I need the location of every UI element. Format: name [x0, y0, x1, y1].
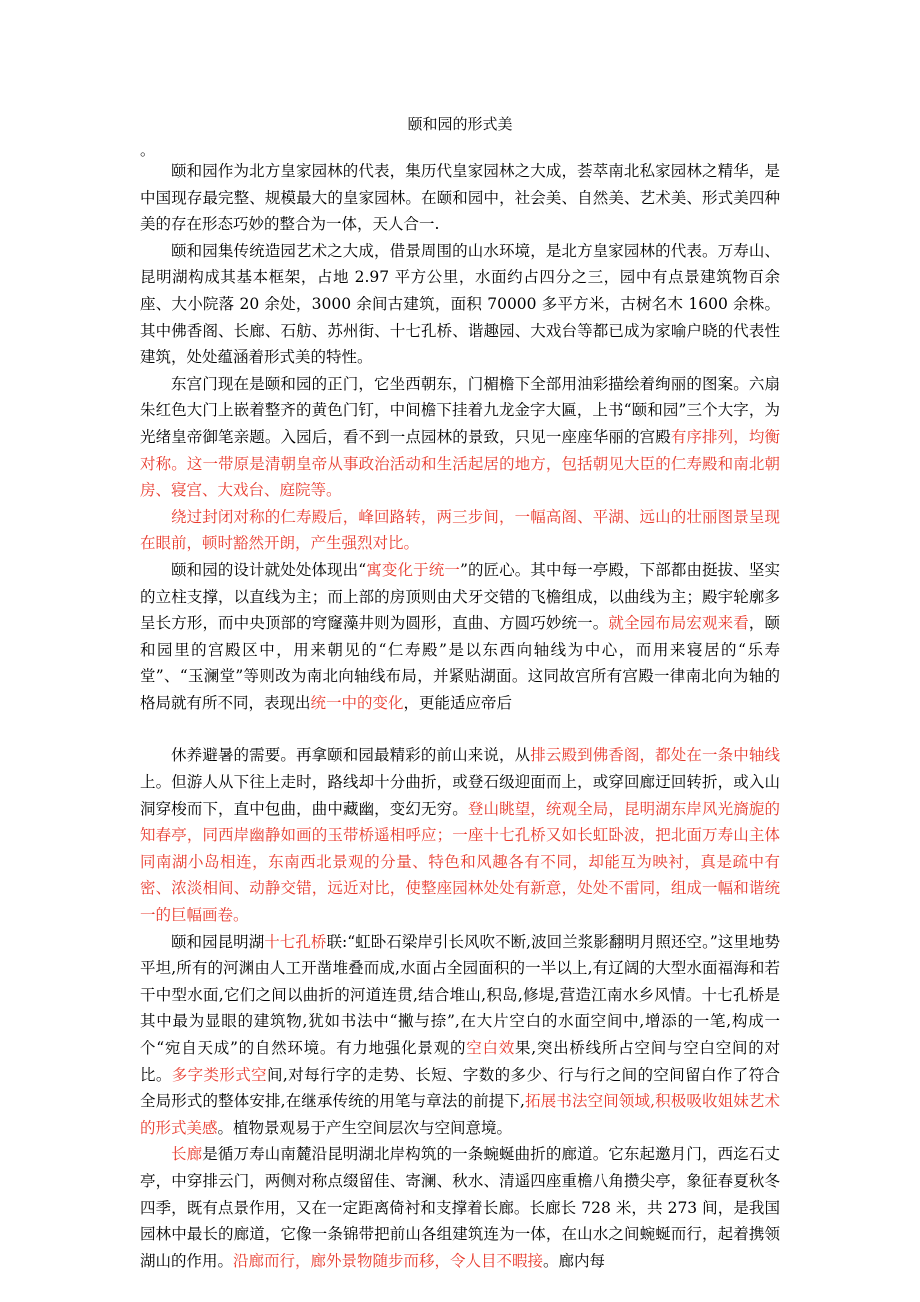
text-run: 。植物景观易于产生空间层次与空间意境。: [217, 1118, 513, 1137]
highlight-run: 排云殿到佛香阁，都处在一条中轴线: [530, 746, 780, 765]
text-run: 果,突出桥线所占空间与空白空间的对比。: [140, 1039, 780, 1084]
document-title: 颐和园的形式美: [407, 115, 513, 133]
stray-mark: 。: [140, 141, 156, 159]
text-run: 休养避暑的需要。再拿颐和园最精彩的前山来说，从: [171, 746, 531, 765]
highlight-run: 十七孔桥: [264, 932, 327, 951]
paragraph-contrast: 绕过封闭对称的仁寿殿后，峰回路转，两三步间，一幅高阁、平湖、远山的壮丽图景呈现在眼前，顿时豁然开朗，产生强烈对比。: [140, 507, 780, 553]
paragraph-long-corridor: [140, 1141, 780, 1274]
text-run: 。廊内每: [543, 1251, 606, 1270]
paragraph-front-hill: [140, 742, 780, 928]
highlight-run: 有序排列，均衡对称。这一带原是清朝皇帝从事政治活动和生活起居的地方，包括朝见大臣的仁寿殿和南北朝房、寝宫、大戏台、庭院等。: [140, 427, 780, 500]
highlight-run: 多字类形式空: [171, 1065, 268, 1084]
paragraph-intro: 颐和园作为北方皇家园林的代表，集历代皇家园林之大成，荟萃南北私家园林之精华，是中国现存最完整、规模最大的皇家园林。在颐和园中，社会美、自然美、艺术美、形式美四种美的存在形态巧妙的整合为一体，天人合一.: [140, 162, 780, 234]
paragraph-gap: [140, 716, 780, 742]
text-run: 颐和园的设计就处处体现出“: [171, 560, 367, 579]
highlight-run: 空白效: [466, 1039, 515, 1057]
paragraph-seventeen-arch-bridge: [140, 929, 780, 1142]
text-run: 间,对每行字的走势、长短、字数的多少、行与行之间的空间留白作了符合全局形式的整体安排,在继承传统的用笔与章法的前提下,: [140, 1065, 780, 1111]
highlight-run: 就全园布局宏观来看: [608, 614, 749, 633]
highlight-run: 寓变化于统一: [366, 560, 460, 579]
text-run: 颐和园昆明湖: [171, 932, 265, 951]
paragraph-design: [140, 557, 780, 717]
text-run: ”的匠心。其中每一亭殿，下部都由挺拔、坚实的立柱支撑，以直线为主；而上部的房顶则由犬牙交错的飞檐组成，以曲线为主；殿宇轮廓多呈长方形，而中央顶部的穹窿藻井则为圆形，直曲、方圆巧妙统一。: [140, 560, 780, 633]
text-run: ，更能适应帝后: [403, 693, 513, 712]
highlight-run: 登山眺望，统观全局，昆明湖东岸风光旖旎的知春亭，同西岸幽静如画的玉带桥遥相呼应；一座十七孔桥又如长虹卧波，把北面万寿山主体同南湖小岛相连，东南西北景观的分量、特色和风趣各有不同，却能互为映衬，真是疏中有密、浓淡相间、动静交错，远近对比，使整座园林处处有新意，处处不雷同，组成一幅和谐统一的巨幅画卷。: [140, 799, 780, 925]
text-run: 联:“虹卧石梁岸引长风吹不断,波回兰浆影翻明月照还空。”这里地势平坦,所有的河渊由人工开凿堆叠而成,水面占全园面积的一半以上,有辽阔的大型水面福海和若干中型水面,它们之间以曲折的河道连贯,结合堆山,积岛,修堤,营造江南水乡风情。十七孔桥是其中最为显眼的建筑物,犹如书法中“撇与捺”,在大片空白的水面空间中,增添的一笔,构成一个“宛自天成”的自然环境。有力地强化景观的: [140, 932, 780, 1057]
text-run: 上。但游人从下往上走时，路线却十分曲折，或登石级迎面而上，或穿回廊迂回转折，或入山洞穿梭而下，直中包曲，曲中藏幽，变幻无穷。: [140, 773, 780, 818]
highlight-run: 统一中的变化: [310, 693, 404, 712]
text-run: ，颐和园里的宫殿区中，用来朝见的“仁寿殿”是以东西向轴线为中心，而用来寝居的“乐寿堂”、“玉澜堂”等则改为南北向轴线布局，并紧贴湖面。这同故宫所有宫殿一律南北向为轴的格局就有所不同，表现出: [140, 614, 780, 712]
highlight-run: 拓展书法空间领域,积极吸收姐妹艺术的形式美感: [140, 1092, 780, 1137]
paragraph-east-gate: [140, 371, 780, 504]
highlight-run: 沿廊而行，廊外景物随步而移，令人目不暇接: [233, 1251, 544, 1270]
document-body: [140, 158, 780, 1274]
paragraph-overview: 颐和园集传统造园艺术之大成，借景周围的山水环境，是北方皇家园林的代表。万寿山、昆明湖构成其基本框架，占地 2.97 平方公里，水面约占四分之三，园中有点景建筑物百余座、大小院落 20 余处，3000 余间古建筑，面积 70000 多平方米，古树名木 1600 余株。其中佛香阁、长廊、石舫、苏州街、十七孔桥、谐趣园、大戏台等都已成为家喻户晓的代表性建筑，处处蕴涵着形式美的特性。: [140, 241, 780, 367]
text-run: 东宫门现在是颐和园的正门，它坐西朝东，门楣檐下全部用油彩描绘着绚丽的图案。六扇朱红色大门上嵌着整齐的黄色门钉，中间檐下挂着九龙金字大匾，上书“颐和园”三个大字，为光绪皇帝御笔亲题。入园后，看不到一点园林的景致，只见一座座华丽的宫殿: [140, 374, 780, 446]
text-run: 是循万寿山南麓沿昆明湖北岸构筑的一条蜿蜒曲折的廊道。它东起邀月门，西迄石丈亭，中穿排云门，两侧对称点缀留佳、寄澜、秋水、清遥四座重檐八角攒尖亭，象征春夏秋冬四季，既有点景作用，又在一定距离倚衬和支撑着长廊。长廊长 728 米，共 273 间，是我国园林中最长的廊道，它像一条锦带把前山各组建筑连为一体，在山水之间蜿蜒而行，起着携领湖山的作用。: [140, 1145, 780, 1270]
highlight-run: 长廊: [171, 1145, 203, 1164]
